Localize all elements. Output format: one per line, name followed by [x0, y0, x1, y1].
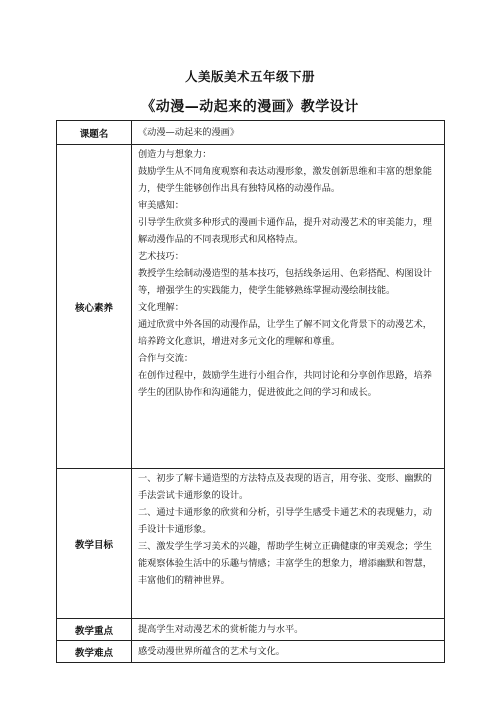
document-subtitle: 人美版美术五年级下册: [184, 69, 315, 84]
core-literacy-label: 核心素养: [57, 145, 132, 469]
core-literacy-heading: 文化理解：: [138, 302, 184, 313]
table-row-key-points: [57, 619, 445, 641]
table-row-teaching-goals: [57, 469, 445, 619]
table-row-course-name: [57, 121, 445, 145]
difficulties-label: 教学难点: [57, 641, 132, 663]
core-literacy-heading: 艺术技巧：: [138, 251, 184, 262]
table-row-core-literacy: [57, 145, 445, 469]
core-literacy-heading: 创造力与想象力：: [138, 149, 212, 160]
core-literacy-content: [132, 145, 445, 469]
core-literacy-text: 教授学生绘制动漫造型的基本技巧，包括线条运用、色彩搭配、构图设计等，增强学生的实践能力，使学生能够熟练掌握动漫绘制技能。: [138, 268, 432, 296]
teaching-goal-item: 二、通过卡通形象的欣赏和分析，引导学生感受卡通艺术的表现魅力，动手设计卡通形象。: [138, 507, 432, 535]
lesson-plan-table: [56, 120, 445, 663]
core-literacy-text: 引导学生欣赏多种形式的漫画卡通作品，提升对动漫艺术的审美能力，理解动漫作品的不同表现形式和风格特点。: [138, 217, 432, 245]
key-points-value: 提高学生对动漫艺术的赏析能力与水平。: [132, 619, 445, 641]
teaching-goal-item: 一、初步了解卡通造型的方法特点及表现的语言，用夸张、变形、幽默的手法尝试卡通形象的设计。: [138, 473, 432, 501]
teaching-goals-label: 教学目标: [57, 469, 132, 619]
document-title: 《动漫—动起来的漫画》教学设计: [141, 99, 359, 115]
core-literacy-text: 通过欣赏中外各国的动漫作品，让学生了解不同文化背景下的动漫艺术，培养跨文化意识，增进对多元文化的理解和尊重。: [138, 319, 432, 347]
core-literacy-text: 鼓励学生从不同角度观察和表达动漫形象，激发创新思维和丰富的想象能力，使学生能够创作出具有独特风格的动漫作品。: [138, 166, 432, 194]
teaching-goal-item: 三、激发学生学习美术的兴趣，帮助学生树立正确健康的审美观念；学生能观察体验生活中的乐趣与情感；丰富学生的想象力，增添幽默和智慧，丰富他们的精神世界。: [138, 541, 432, 586]
course-name-value: 《动漫—动起来的漫画》: [132, 121, 445, 145]
key-points-label: 教学重点: [57, 619, 132, 641]
teaching-goals-content: [132, 469, 445, 619]
core-literacy-heading: 审美感知：: [138, 200, 184, 211]
difficulties-value: 感受动漫世界所蕴含的艺术与文化。: [132, 641, 445, 663]
table-row-difficulties: [57, 641, 445, 663]
core-literacy-heading: 合作与交流：: [138, 353, 194, 364]
core-literacy-text: 在创作过程中，鼓励学生进行小组合作，共同讨论和分享创作思路，培养学生的团队协作和沟通能力，促进彼此之间的学习和成长。: [138, 370, 432, 398]
course-name-label: 课题名: [57, 121, 132, 145]
